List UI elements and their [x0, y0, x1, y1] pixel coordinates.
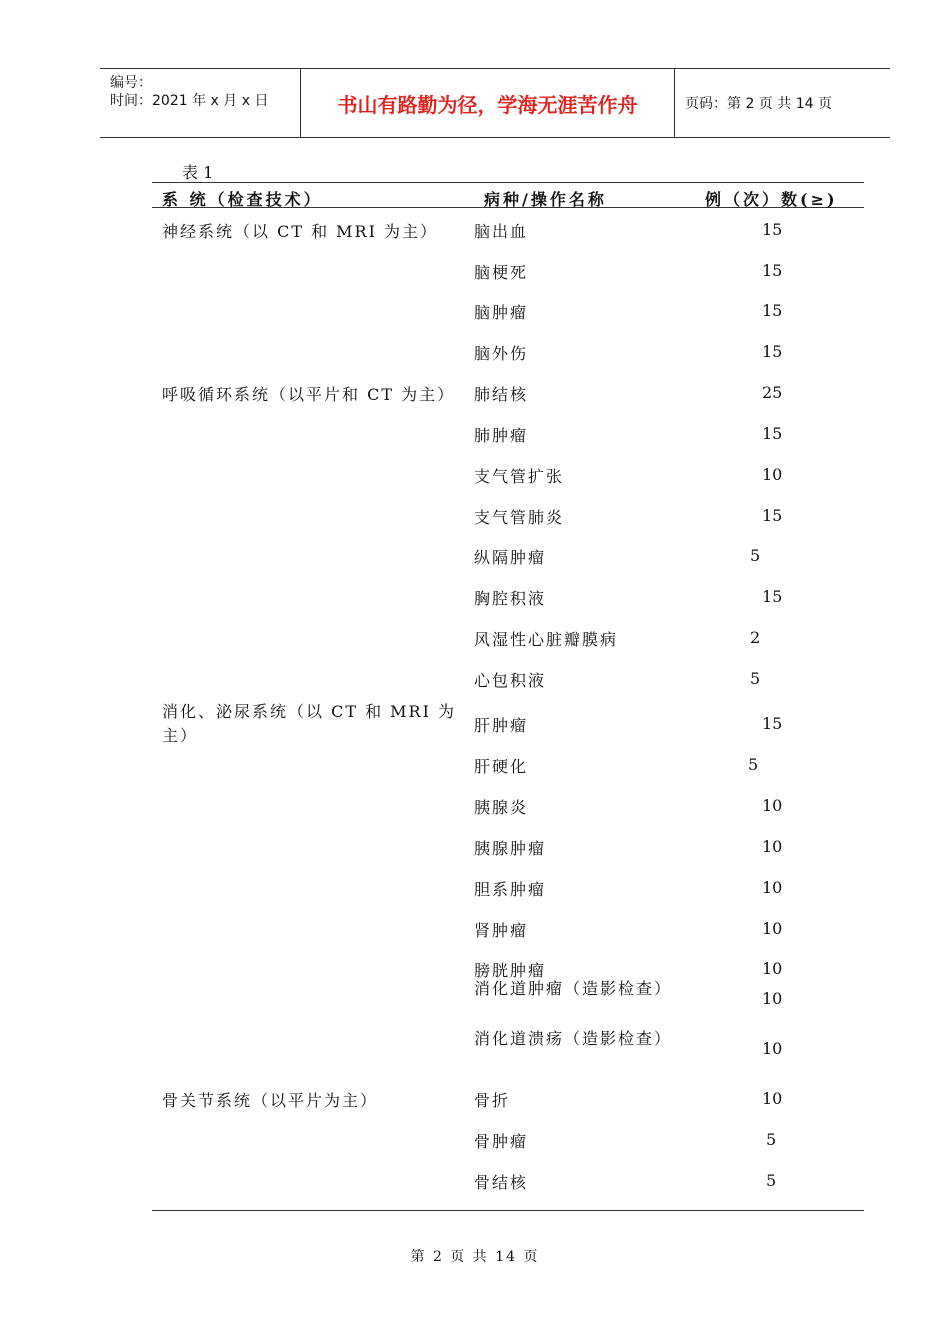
- count-cell: 15: [762, 342, 783, 361]
- count-cell: 10: [762, 919, 783, 938]
- disease-cell: 胸腔积液: [474, 589, 547, 608]
- table-top-rule: [152, 182, 864, 183]
- table-row: [152, 536, 864, 577]
- table-row: [152, 496, 864, 536]
- table-row: [152, 618, 864, 659]
- count-cell: 10: [762, 959, 783, 978]
- page-footer: 第 2 页 共 14 页: [410, 1249, 540, 1265]
- count-cell: 5: [750, 669, 761, 688]
- disease-cell: 支气管扩张: [474, 467, 565, 486]
- count-cell: 15: [762, 587, 783, 606]
- system-cell: 消化、泌尿系统（以 CT 和 MRI 为主）: [162, 702, 457, 745]
- column-header-count: 例（次）数(≥): [705, 190, 838, 209]
- page-header: [100, 68, 890, 138]
- table-row: [152, 251, 864, 291]
- table-row: [152, 949, 864, 980]
- disease-cell: 风湿性心脏瓣膜病: [474, 630, 619, 649]
- disease-cell: 消化道溃疡（造影检查）: [474, 1029, 673, 1048]
- table-row: [152, 868, 864, 909]
- count-cell: 10: [762, 1089, 783, 1108]
- table-row: [152, 291, 864, 332]
- table-row: [152, 1161, 864, 1202]
- table-row: [152, 977, 864, 1027]
- disease-cell: 肺肿瘤: [474, 426, 529, 445]
- count-cell: 2: [750, 628, 761, 647]
- table-body: [152, 210, 864, 1202]
- table-row: [152, 414, 864, 455]
- disease-cell: 肝肿瘤: [474, 716, 529, 735]
- table-row: [152, 332, 864, 373]
- column-header-system: 系 统（检查技术）: [162, 190, 323, 209]
- column-header-disease: 病种/操作名称: [484, 190, 607, 209]
- header-meta: [100, 69, 301, 137]
- count-cell: 15: [762, 506, 783, 525]
- disease-cell: 脑肿瘤: [474, 303, 529, 322]
- table-row: [152, 1027, 864, 1079]
- count-cell: 15: [762, 220, 783, 239]
- table-row: [152, 1079, 864, 1120]
- table-row: [152, 455, 864, 496]
- disease-cell: 胰腺炎: [474, 798, 529, 817]
- table-row: [152, 1120, 864, 1161]
- table-row: [152, 909, 864, 949]
- table-row: [152, 659, 864, 700]
- disease-cell: 支气管肺炎: [474, 508, 565, 527]
- count-cell: 10: [762, 796, 783, 815]
- disease-cell: 脑梗死: [474, 263, 529, 282]
- count-cell: 10: [762, 989, 783, 1008]
- table-caption: 表 1: [182, 163, 214, 182]
- disease-cell: 骨肿瘤: [474, 1132, 529, 1151]
- disease-cell: 骨折: [474, 1091, 511, 1110]
- table-bottom-rule: [152, 1210, 864, 1211]
- disease-cell: 肝硬化: [474, 757, 529, 776]
- number-label: 编号：: [110, 75, 152, 91]
- disease-cell: 胰腺肿瘤: [474, 839, 547, 858]
- table-row: [152, 700, 864, 745]
- count-cell: 10: [762, 878, 783, 897]
- table-row: [152, 210, 864, 251]
- count-cell: 15: [762, 301, 783, 320]
- count-cell: 15: [762, 714, 783, 733]
- disease-cell: 胆系肿瘤: [474, 880, 547, 899]
- disease-cell: 纵隔肿瘤: [474, 548, 547, 567]
- count-cell: 10: [762, 465, 783, 484]
- disease-cell: 膀胱肿瘤: [474, 961, 547, 980]
- count-cell: 5: [750, 546, 761, 565]
- system-cell: 骨关节系统（以平片为主）: [162, 1091, 379, 1110]
- disease-cell: 消化道肿瘤（造影检查）: [474, 979, 673, 998]
- count-cell: 5: [766, 1130, 777, 1149]
- table-header-rule: [152, 207, 864, 208]
- time-label: 时间：2021 年 x 月 x 日: [110, 93, 269, 109]
- table-row: [152, 827, 864, 868]
- disease-cell: 脑出血: [474, 222, 529, 241]
- system-cell: 神经系统（以 CT 和 MRI 为主）: [162, 222, 439, 241]
- disease-cell: 肾肿瘤: [474, 921, 529, 940]
- disease-cell: 肺结核: [474, 385, 529, 404]
- count-cell: 10: [762, 837, 783, 856]
- table-row: [152, 786, 864, 827]
- disease-cell: 心包积液: [474, 671, 547, 690]
- count-cell: 15: [762, 424, 783, 443]
- system-cell: 呼吸循环系统（以平片和 CT 为主）: [162, 385, 456, 404]
- count-cell: 25: [762, 383, 783, 402]
- disease-cell: 脑外伤: [474, 344, 529, 363]
- table-row: [152, 745, 864, 786]
- table-row: [152, 373, 864, 414]
- count-cell: 5: [748, 755, 759, 774]
- count-cell: 10: [762, 1039, 783, 1058]
- header-page-info: 页码：第 2 页 共 14 页: [685, 96, 832, 112]
- table-row: [152, 577, 864, 618]
- count-cell: 5: [766, 1171, 777, 1190]
- count-cell: 15: [762, 261, 783, 280]
- disease-cell: 骨结核: [474, 1173, 529, 1192]
- header-motto: 书山有路勤为径，学海无涯苦作舟: [301, 69, 675, 137]
